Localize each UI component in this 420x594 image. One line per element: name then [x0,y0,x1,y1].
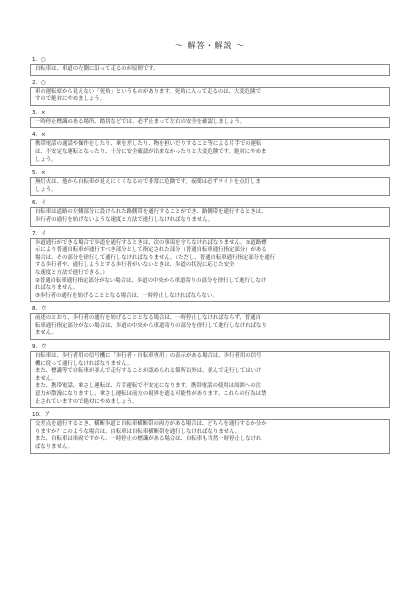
explanation-box [30,419,390,453]
answer-number: 5．× [32,170,46,177]
explanation-box [30,313,390,340]
explanation-box [30,87,390,106]
explanation-line: 車の運転席から見えない「死角」というものがあります。死角に入って走るのは、大変危険で [35,88,261,95]
explanation-line: 機に従って通行しなければなりません。 [35,360,133,367]
explanation-line: 歩道通行ができる場合で歩道を通行するときは、次の事項を守らなければなりません。①道路標 [35,239,267,246]
explanation-line: ればなりません。 [35,285,79,292]
explanation-line: 転車通行指定部分がない場合は、歩道の中央から車道寄りの部分を徐行して進行しなければなり [35,322,267,329]
answer-item [30,110,390,129]
explanation-line: 前述のとおり、歩行者の通行を妨げることとなる場合は、一時停止しなければならず、普通自 [35,315,261,322]
explanation-box [30,139,390,166]
explanation-line: 携帯電話の通話や操作をしたり、傘を差したり、物を担いだりすること等による片手での運転 [35,141,262,148]
explanation-line: 場合は、その部分を徐行して通行しなければなりません。（ただし、普通自転車通行指定部分を通行 [35,254,276,261]
explanation-line: 止されていますので絶対にやめましょう。 [35,398,138,405]
answer-number: 3．× [32,109,46,116]
answer-item [30,80,390,106]
answer-item [30,231,390,303]
explanation-box [30,64,390,76]
answer-item [30,200,390,226]
explanation-line: ません。 [35,375,57,382]
explanation-box [30,117,390,129]
explanation-line: りますか？このような場合は、自転車は自転車横断帯を通行しなければなりません。 [35,428,241,435]
explanation-line: 意力が散漫になりますし、傘さし運転は前方の視界を遮る可能性があります。これらの行為は禁 [35,391,267,398]
explanation-box [30,207,390,226]
explanation-line: しょう。 [35,186,57,193]
answer-number: 2．○ [32,79,46,86]
answer-number: 1．○ [32,57,46,63]
explanation-line: 一時停止標識のある場所、踏切などでは、必ず止まって左右の安全を確認しましょう。 [35,118,246,125]
explanation-box [30,351,390,408]
explanation-box [30,238,390,303]
explanation-line: 自転車は、車道の左側に沿って走るのが原則です。 [35,66,159,72]
answer-item [30,57,390,76]
explanation-line: な速度と方法で進行できる。） [35,269,108,276]
answer-number: 6．イ [32,200,47,207]
explanation-line: また、携帯電話、傘さし運転は、片手運転で不安定になります。携帯電話の使用は周囲への注 [35,383,261,390]
explanation-line: ②普通自転車通行指定部分がない場合は、歩道の中央から車道寄りの部分を徐行して進行しなけ [35,277,267,284]
explanation-line: は、不安定な運転となったり、十分に安全確認が出来なかったりと大変危険です。絶対にやめま [35,148,267,155]
explanation-line: しょう。 [35,156,57,163]
answer-number: 9．ウ [32,344,47,351]
explanation-line: また、標識等で自転車が並んで走行することが認められる箇所以外は、並んで走行してはいけ [35,368,262,375]
explanation-line: ません。 [35,330,57,337]
explanation-line: また、自転車は車両ですから、一時停止の標識がある場合は、自転車も当然一時停止しなけれ [35,436,262,443]
answer-number: 10．ア [32,412,50,419]
answer-item [30,132,390,166]
answer-item [30,344,390,408]
explanation-line: ③歩行者の通行を妨げることとなる場合は、一時停止しなければならない。 [35,292,218,299]
answer-number: 4．× [32,132,46,139]
explanation-line: すので絶対にやめましょう。 [35,96,106,103]
explanation-box [30,177,390,196]
explanation-line: 自転車は道路の左側部分に設けられた路側帯を通行することができ、路側帯を通行するときは、 [35,209,267,216]
answer-item [30,412,390,453]
explanation-line: 交差点を通行するとき、横断歩道と自転車横断帯の両方がある場合は、どちらを通行するか分か [35,421,267,428]
answer-item [30,170,390,196]
answer-number: 7．イ [32,230,47,237]
explanation-line: ばなりません。 [35,444,74,450]
explanation-line: 示により普通自転車が通行すべき部分として指定された部分（普通自転車通行指定部分）がある [35,247,267,254]
page-title: 〜 解答・解説 〜 [174,41,246,50]
answer-item [30,306,390,340]
explanation-line: 歩行者の通行を妨げないような速度と方法で進行しなければなりません。 [35,216,214,223]
answer-list [30,57,390,454]
explanation-line: 自転車は、歩行者用の信号機に「歩行者・自転車専用」の表示がある場合は、歩行者用の信号 [35,353,262,360]
explanation-line: 無灯火は、他から自転車が見えにくくなるので非常に危険です。夜間は必ずライトを点灯しま [35,179,261,186]
explanation-line: する歩行者や、通行しようとする歩行者がいないときは、歩道の状況に応じた安全 [35,262,235,269]
answer-number: 8．ウ [32,306,47,313]
